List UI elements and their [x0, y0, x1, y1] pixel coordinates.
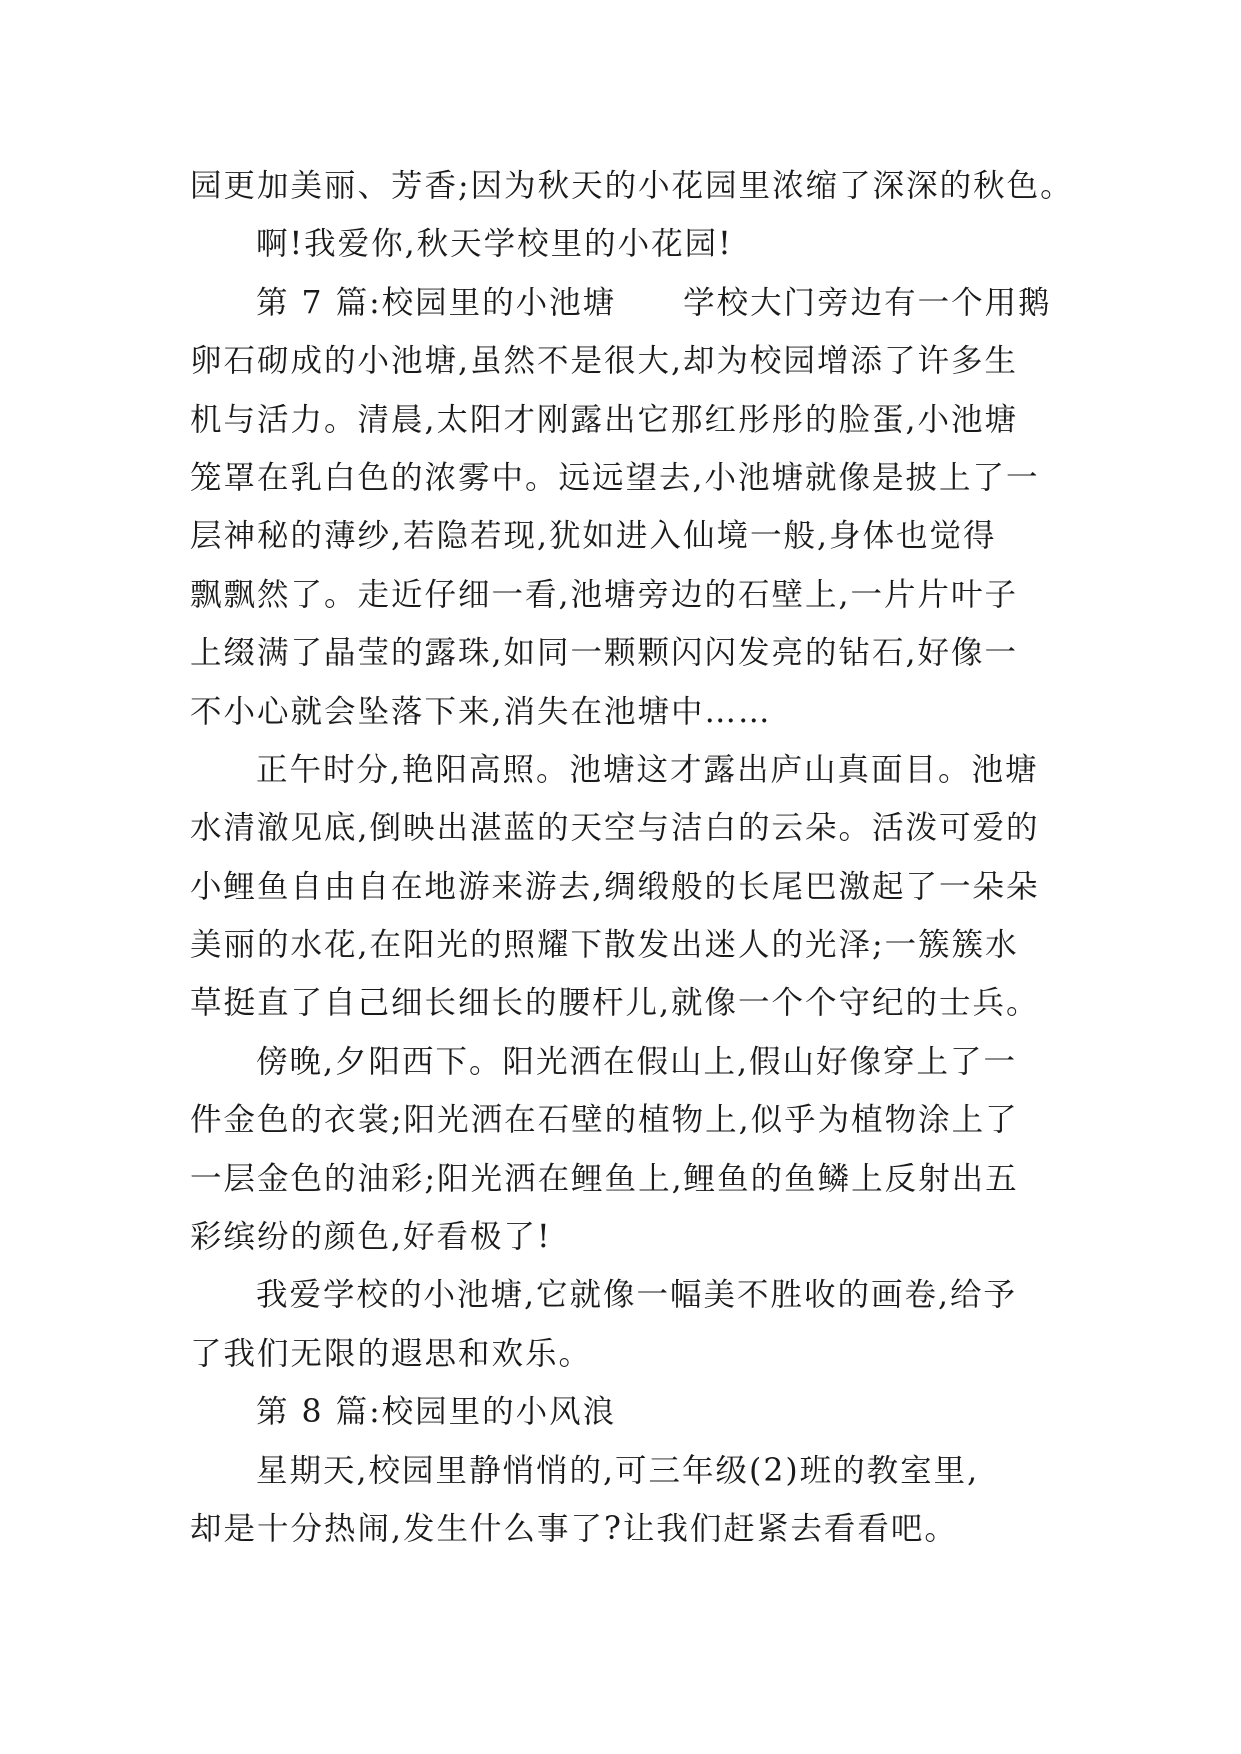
- document-body: [190, 157, 1074, 1558]
- text-line: 星期天,校园里静悄悄的,可三年级(2)班的教室里,: [256, 1452, 980, 1489]
- text-line: 机与活力。清晨,太阳才刚露出它那红彤彤的脸蛋,小池塘: [190, 401, 1019, 438]
- text-line: 彩缤纷的颜色,好看极了!: [190, 1219, 552, 1256]
- text-line: 草挺直了自己细长细长的腰杆儿,就像一个个守纪的士兵。: [190, 985, 1040, 1022]
- text-line: 件金色的衣裳;阳光洒在石壁的植物上,似乎为植物涂上了: [190, 1102, 1019, 1139]
- text-line: 啊!我爱你,秋天学校里的小花园!: [256, 226, 733, 263]
- text-line: 一层金色的油彩;阳光洒在鲤鱼上,鲤鱼的鱼鳞上反射出五: [190, 1160, 1019, 1197]
- text-line: 水清澈见底,倒映出湛蓝的天空与洁白的云朵。活泼可爱的: [190, 810, 1040, 847]
- text-line: 美丽的水花,在阳光的照耀下散发出迷人的光泽;一簇簇水: [190, 927, 1019, 964]
- text-line: 园更加美丽、芳香;因为秋天的小花园里浓缩了深深的秋色。: [190, 168, 1074, 204]
- text-line: 层神秘的薄纱,若隐若现,犹如进入仙境一般,身体也觉得: [190, 518, 997, 555]
- text-line: 小鲤鱼自由自在地游来游去,绸缎般的长尾巴激起了一朵朵: [190, 868, 1040, 905]
- text-line: 我爱学校的小池塘,它就像一幅美不胜收的画卷,给予: [256, 1277, 1018, 1314]
- text-line: 飘飘然了。走近仔细一看,池塘旁边的石壁上,一片片叶子: [190, 576, 1019, 613]
- text-line: 傍晚,夕阳西下。阳光洒在假山上,假山好像穿上了一: [256, 1043, 1018, 1080]
- text-line: 了我们无限的遐思和欢乐。: [190, 1335, 593, 1372]
- text-line: 不小心就会坠落下来,消失在池塘中……: [190, 693, 772, 730]
- text-line: 正午时分,艳阳高照。池塘这才露出庐山真面目。池塘: [256, 751, 1039, 788]
- text-line: 上缀满了晶莹的露珠,如同一颗颗闪闪发亮的钻石,好像一: [190, 635, 1019, 672]
- text-line: 第 8 篇:校园里的小风浪: [256, 1394, 617, 1431]
- text-line: 却是十分热闹,发生什么事了?让我们赶紧去看看吧。: [190, 1510, 958, 1547]
- text-line: 笼罩在乳白色的浓雾中。远远望去,小池塘就像是披上了一: [190, 459, 1040, 496]
- text-line: 第 7 篇:校园里的小池塘 学校大门旁边有一个用鹅: [256, 284, 1052, 321]
- text-line: 卵石砌成的小池塘,虽然不是很大,却为校园增添了许多生: [190, 343, 1019, 380]
